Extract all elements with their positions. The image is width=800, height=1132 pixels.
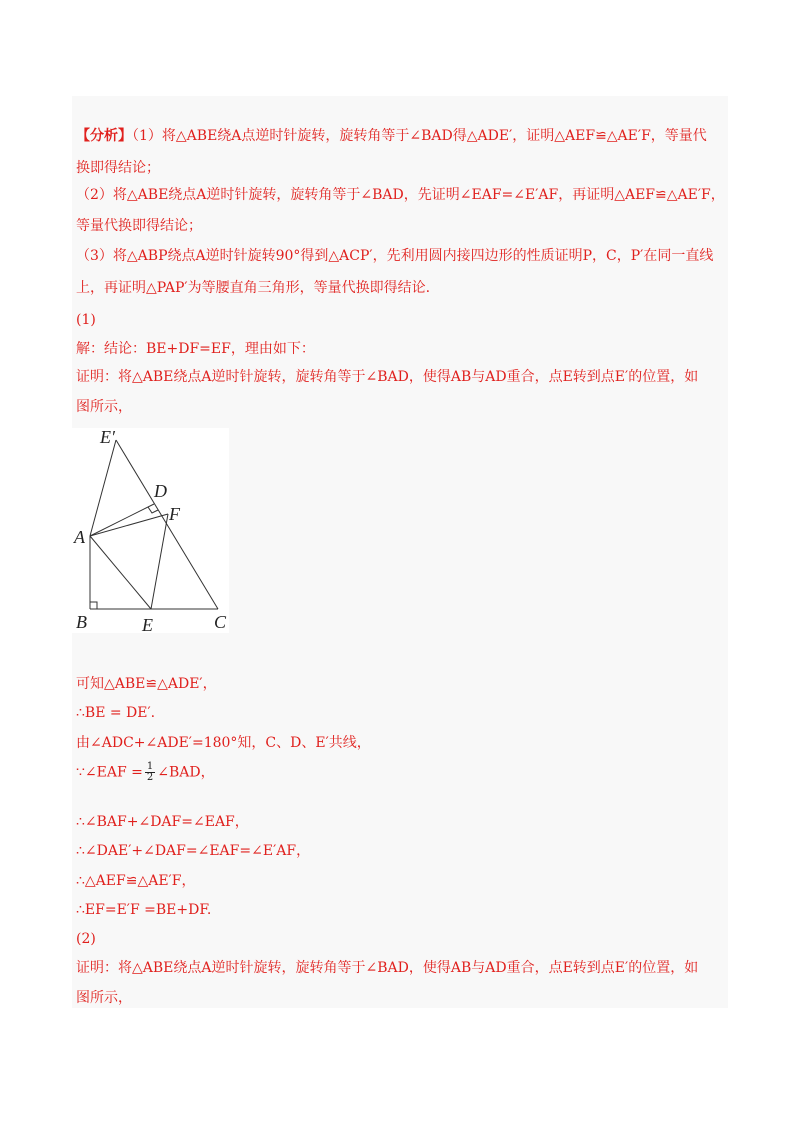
analysis-line-3 <box>76 185 726 205</box>
analysis-line-2 <box>76 158 726 178</box>
analysis-line-1 <box>76 126 726 146</box>
deduction-7 <box>76 871 726 891</box>
geometry-figure <box>72 428 229 633</box>
deduction-2 <box>76 703 726 723</box>
part1-proof1-text: 证明：将△ABE绕点A逆时针旋转，旋转角等于∠BAD，使得AB与AD重合，点E转到点E′的位置，如 <box>76 369 699 385</box>
deduction-1-text: 可知△ABE≌△ADE′， <box>76 676 217 692</box>
label-e: E <box>142 615 153 633</box>
analysis-text-6: 上，再证明△PAP′为等腰直角三角形，等量代换即得结论. <box>76 280 431 296</box>
analysis-line-5 <box>76 246 726 266</box>
deduction-3 <box>76 733 726 753</box>
geometry-svg <box>72 428 229 633</box>
label-f: F <box>169 504 180 524</box>
fraction-half <box>145 762 155 783</box>
label-c: C <box>214 612 227 632</box>
segment-ae1 <box>90 440 116 536</box>
deduction-5 <box>76 812 726 832</box>
deduction-8 <box>76 900 726 920</box>
deduction-1 <box>76 674 726 694</box>
part1-num-text: (1) <box>76 312 96 328</box>
label-d: D <box>154 481 167 501</box>
analysis-line-4 <box>76 216 726 236</box>
deduction-4 <box>76 762 726 783</box>
label-b: B <box>76 612 87 632</box>
analysis-tag: 【分析】 <box>76 128 132 144</box>
segment-af <box>90 514 168 536</box>
analysis-text-2: 换即得结论； <box>76 160 160 176</box>
fraction-denominator: 2 <box>146 772 154 783</box>
deduction-8-text: ∴EF=E′F =BE+DF. <box>76 902 212 918</box>
deduction-4a-text: ∵∠EAF = <box>76 764 143 781</box>
right-angle-b <box>90 602 97 609</box>
segment-ad <box>90 504 154 536</box>
label-a: A <box>74 527 85 547</box>
deduction-2-text: ∴BE = DE′. <box>76 705 156 721</box>
part2-number <box>76 929 726 949</box>
segment-ef <box>151 514 168 609</box>
part1-proof2-text: 图所示， <box>76 399 132 415</box>
part2-proof2-text: 图所示， <box>76 990 132 1006</box>
part2-proof-line-1 <box>76 958 726 978</box>
label-e-prime: E′ <box>100 428 115 447</box>
deduction-4b-text: ∠BAD， <box>157 764 215 781</box>
analysis-text-5: （3）将△ABP绕点A逆时针旋转90°得到△ACP′，先利用圆内接四边形的性质证明P，C，P′在同一直线 <box>76 248 714 264</box>
analysis-line-6 <box>76 278 726 298</box>
deduction-6-text: ∴∠DAE′+∠DAF=∠EAF=∠E′AF， <box>76 843 311 859</box>
fraction-numerator: 1 <box>146 761 154 772</box>
part1-proof-line-1 <box>76 367 726 387</box>
deduction-5-text: ∴∠BAF+∠DAF=∠EAF， <box>76 814 249 830</box>
analysis-text-4: 等量代换即得结论； <box>76 218 202 234</box>
segment-ae <box>90 536 151 609</box>
part1-solution <box>76 339 726 359</box>
analysis-text-1: （1）将△ABE绕A点逆时针旋转，旋转角等于∠BAD得△ADE′，证明△AEF≌△AE′F，等量代 <box>132 128 707 144</box>
part2-proof1-text: 证明：将△ABE绕点A逆时针旋转，旋转角等于∠BAD，使得AB与AD重合，点E转到点E′的位置，如 <box>76 960 699 976</box>
part1-number <box>76 310 726 330</box>
deduction-7-text: ∴△AEF≌△AE′F， <box>76 873 196 889</box>
part1-proof-line-2 <box>76 397 726 417</box>
part2-num-text: (2) <box>76 931 96 947</box>
part1-sol-text: 解：结论：BE+DF=EF，理由如下： <box>76 341 315 357</box>
part2-proof-line-2 <box>76 988 726 1008</box>
deduction-6 <box>76 841 726 861</box>
analysis-text-3: （2）将△ABE绕点A逆时针旋转，旋转角等于∠BAD，先证明∠EAF=∠E′AF，再证明△AEF≌△AE′F， <box>76 187 725 203</box>
deduction-3-text: 由∠ADC+∠ADE′=180°知，C、D、E′共线， <box>76 735 371 751</box>
